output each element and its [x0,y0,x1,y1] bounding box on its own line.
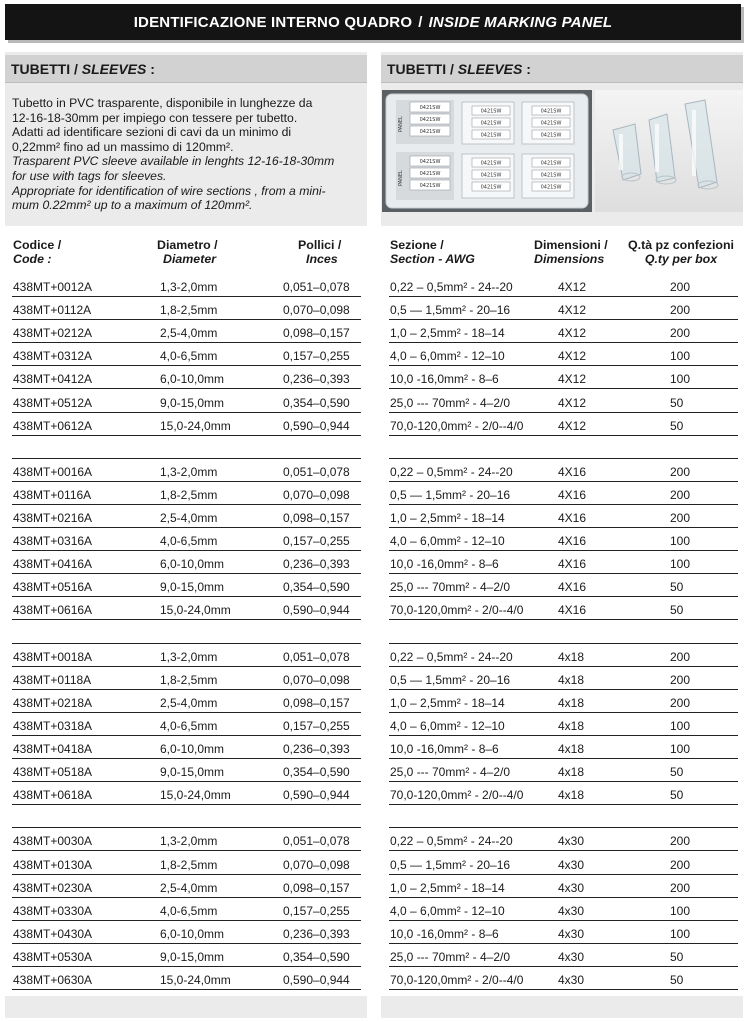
inches-cell: 0,590–0,944 [283,973,350,987]
right-section-title-en: SLEEVES [457,60,523,77]
tag-label: 0421SW [480,120,502,127]
diameter-cell: 6,0-10,0mm [160,557,225,572]
quantity-cell: 100 [670,926,691,941]
tag-label: 0421SW [419,171,441,177]
section-cell: 25,0 --- 70mm² - 4–2/0 [390,949,511,964]
inches-cell: 0,157–0,255 [283,349,350,364]
header-inches-en: Inces [306,252,338,266]
right-section-header [381,55,743,83]
dimension-cell: 4X16 [558,511,587,525]
table-row-right [389,967,738,990]
tag-label: 0421SW [480,132,502,139]
code-cell: 438MT+0530A [13,949,93,964]
section-cell: 70,0-120,0mm² - 2/0--4/0 [390,603,524,618]
code-cell: 438MT+0118A [13,672,92,687]
quantity-cell: 200 [670,303,691,318]
code-cell: 438MT+0130A [13,857,93,872]
description-en-line: Appropriate for identification of wire sections , from a mini- [12,183,326,198]
code-cell: 438MT+0516A [13,580,93,595]
header-section-en: Section - AWG [390,252,475,266]
dimension-cell: 4x18 [558,649,585,664]
section-cell: 4,0 – 6,0mm² - 12–10 [390,903,505,918]
inches-cell: 0,236–0,393 [283,557,350,572]
tag-label: 0421SW [419,129,441,135]
group-separator [389,436,738,459]
section-cell: 1,0 – 2,5mm² - 18–14 [390,880,505,895]
dimension-cell: 4x30 [558,949,585,964]
dimension-cell: 4x30 [558,857,585,872]
section-cell: 25,0 --- 70mm² - 4–2/0 [390,395,511,410]
section-cell: 1,0 – 2,5mm² - 18–14 [390,695,505,710]
group-separator [12,621,361,644]
title-separator: / [418,13,423,31]
section-cell: 0,5 — 1,5mm² - 20–16 [390,672,511,687]
diameter-cell: 1,3-2,0mm [160,834,218,849]
table-row-right [389,713,738,736]
quantity-cell: 50 [670,395,684,410]
diameter-cell: 15,0-24,0mm [160,788,231,803]
code-cell: 438MT+0612A [13,418,93,433]
title-italian: IDENTIFICAZIONE INTERNO QUADRO [133,13,413,31]
code-cell: 438MT+0330A [13,903,93,918]
dimension-cell: 4X12 [558,372,587,387]
table-row-left [12,667,361,690]
code-cell: 438MT+0412A [13,372,93,387]
table-row-left [12,828,361,851]
inches-cell: 0,051–0,078 [283,834,350,849]
table-row-left [12,736,361,759]
table-row-left [12,551,361,574]
dimension-cell: 4x18 [558,672,585,687]
table-row-left [12,505,361,528]
table-row-left [12,597,361,620]
diameter-cell: 1,8-2,5mm [160,303,218,318]
tag-side-label: PANEL [398,116,404,132]
code-cell: 438MT+0312A [13,349,93,364]
inches-cell: 0,157–0,255 [283,534,350,549]
code-cell: 438MT+0430A [13,926,93,941]
table-row-left [12,759,361,782]
quantity-cell: 200 [670,326,691,341]
inches-cell: 0,157–0,255 [283,903,350,918]
dimension-cell: 4X16 [558,603,587,618]
table-row-left [12,297,361,320]
section-cell: 4,0 – 6,0mm² - 12–10 [390,349,505,364]
inches-cell: 0,070–0,098 [283,857,350,872]
left-section-header [5,55,367,83]
description-it-line: Tubetto in PVC trasparente, disponibile in lunghezze da [12,96,313,110]
table-row-right [389,597,738,620]
quantity-cell: 50 [670,603,684,618]
section-cell: 1,0 – 2,5mm² - 18–14 [390,326,505,341]
section-cell: 25,0 --- 70mm² - 4–2/0 [390,765,511,780]
table-row-right [389,413,738,436]
diameter-cell: 9,0-15,0mm [160,949,225,964]
dimension-cell: 4x18 [558,788,585,803]
table-row-left [12,482,361,505]
left-section-title-en: SLEEVES [81,60,147,77]
group-separator [12,436,361,459]
table-row-left [12,875,361,898]
quantity-cell: 100 [670,903,691,918]
diameter-cell: 9,0-15,0mm [160,580,225,595]
tag-tray-photo [382,90,592,212]
inches-cell: 0,070–0,098 [283,487,350,502]
description-en-line: Trasparent PVC sleeve available in lenghts 12-16-18-30mm [12,154,335,169]
inches-cell: 0,157–0,255 [283,718,350,733]
inches-cell: 0,354–0,590 [283,395,350,410]
header-code [13,238,61,266]
header-diameter-en: Diameter [163,252,217,266]
table-row-right [389,690,738,713]
header-quantity-it: Q.tà pz confezioni [627,238,734,252]
header-diameter [157,238,218,266]
dimension-cell: 4X12 [558,349,587,364]
header-section-it: Sezione / [390,238,444,252]
diameter-cell: 9,0-15,0mm [160,395,225,410]
quantity-cell: 50 [670,788,684,803]
code-cell: 438MT+0212A [13,326,93,341]
inches-cell: 0,051–0,078 [283,649,350,664]
quantity-cell: 100 [670,534,691,549]
section-cell: 10,0 -16,0mm² - 8–6 [390,557,499,572]
table-row-left [12,921,361,944]
diameter-cell: 15,0-24,0mm [160,603,231,618]
code-cell: 438MT+0316A [13,534,93,549]
quantity-cell: 50 [670,580,684,595]
dimension-cell: 4x30 [558,880,585,895]
table-row-right [389,551,738,574]
table-row-right [389,944,738,967]
code-cell: 438MT+0018A [13,649,93,664]
code-cell: 438MT+0216A [13,511,93,525]
section-cell: 0,5 — 1,5mm² - 20–16 [390,857,511,872]
table-row-left [12,898,361,921]
dimension-cell: 4x18 [558,742,585,756]
diameter-cell: 1,3-2,0mm [160,280,218,294]
table-row-right [389,482,738,505]
inches-cell: 0,236–0,393 [283,742,350,756]
table-row-left [12,343,361,366]
diameter-cell: 6,0-10,0mm [160,372,225,387]
section-cell: 70,0-120,0mm² - 2/0--4/0 [390,973,524,987]
dimension-cell: 4x30 [558,926,585,941]
table-row-right [389,644,738,667]
header-quantity [625,238,737,266]
table-row-right [389,366,738,389]
table-row-left [12,967,361,990]
quantity-cell: 200 [670,511,691,525]
header-dimensions [534,238,608,266]
quantity-cell: 200 [670,487,691,502]
table-row-right [389,528,738,551]
section-cell: 10,0 -16,0mm² - 8–6 [390,372,499,387]
right-section-suffix: : [526,60,531,77]
table-row-right [389,343,738,366]
section-cell: 1,0 – 2,5mm² - 18–14 [390,511,505,525]
dimension-cell: 4X16 [558,487,587,502]
code-cell: 438MT+0030A [13,834,93,849]
table-row-right [389,574,738,597]
tag-label: 0421SW [540,120,562,127]
table-row-right [389,759,738,782]
section-cell: 70,0-120,0mm² - 2/0--4/0 [390,418,524,433]
dimension-cell: 4X12 [558,418,587,433]
table-row-left [12,366,361,389]
diameter-cell: 6,0-10,0mm [160,926,225,941]
inches-cell: 0,070–0,098 [283,303,350,318]
code-cell: 438MT+0218A [13,695,93,710]
section-cell: 10,0 -16,0mm² - 8–6 [390,926,499,941]
inches-cell: 0,051–0,078 [283,280,350,294]
table-row-left [12,528,361,551]
table-row-right [389,459,738,482]
diameter-cell: 1,3-2,0mm [160,649,218,664]
section-cell: 4,0 – 6,0mm² - 12–10 [390,534,505,549]
section-cell: 4,0 – 6,0mm² - 12–10 [390,718,505,733]
table-row-left [12,852,361,875]
table-row-right [389,390,738,413]
quantity-cell: 50 [670,973,684,987]
quantity-cell: 100 [670,372,691,387]
dimension-cell: 4X16 [558,557,587,572]
dimension-cell: 4X12 [558,303,587,318]
code-cell: 438MT+0116A [13,487,92,502]
tag-side-label: PANEL [398,170,404,186]
code-cell: 438MT+0318A [13,718,93,733]
quantity-cell: 200 [670,649,691,664]
description-it-line: 12-16-18-30mm per impiego con tessere per tubetto. [12,110,298,125]
header-diameter-it: Diametro / [157,238,218,252]
dimension-cell: 4x30 [558,973,585,987]
table-row-left [12,459,361,482]
page-title-banner [5,4,741,40]
quantity-cell: 100 [670,742,691,756]
inches-cell: 0,590–0,944 [283,788,350,803]
table-row-left [12,274,361,297]
tag-label: 0421SW [480,172,502,179]
description-en-line: mum 0.22mm² up to a maximum of 120mm². [12,198,253,213]
quantity-cell: 50 [670,949,684,964]
table-row-right [389,898,738,921]
code-cell: 438MT+0616A [13,603,93,618]
dimension-cell: 4x30 [558,903,585,918]
dimension-cell: 4x18 [558,695,585,710]
dimension-cell: 4x30 [558,834,585,849]
sleeves-illustration [595,90,743,212]
dimension-cell: 4X16 [558,534,587,549]
dimension-cell: 4X12 [558,326,587,341]
tag-label: 0421SW [540,160,562,167]
header-quantity-en: Q.ty per box [644,252,718,266]
code-cell: 438MT+0016A [13,464,93,479]
tag-label: 0421SW [419,183,441,189]
tag-label: 0421SW [540,184,562,191]
diameter-cell: 1,3-2,0mm [160,464,218,479]
header-code-en: Code : [13,252,52,266]
table-row-right [389,736,738,759]
tag-label: 0421SW [480,108,502,115]
dimension-cell: 4X12 [558,280,587,294]
quantity-cell: 50 [670,418,684,433]
quantity-cell: 50 [670,765,684,780]
inches-cell: 0,098–0,157 [283,880,350,895]
inches-cell: 0,236–0,393 [283,372,350,387]
tag-label: 0421SW [480,184,502,191]
tag-tray-illustration [382,90,592,212]
tag-label: 0421SW [540,132,562,139]
section-cell: 10,0 -16,0mm² - 8–6 [390,742,499,756]
table-row-left [12,413,361,436]
header-inches-it: Pollici / [298,238,342,252]
table-row-right [389,921,738,944]
group-separator [389,621,738,644]
table-row-right [389,782,738,805]
diameter-cell: 15,0-24,0mm [160,418,231,433]
dimension-cell: 4x18 [558,718,585,733]
table-row-right [389,505,738,528]
table-row-left [12,320,361,343]
table-row-right [389,297,738,320]
inches-cell: 0,354–0,590 [283,765,350,780]
table-row-left [12,944,361,967]
code-cell: 438MT+0630A [13,973,93,987]
dimension-cell: 4X12 [558,395,587,410]
inches-cell: 0,590–0,944 [283,603,350,618]
diameter-cell: 1,8-2,5mm [160,672,218,687]
diameter-cell: 1,8-2,5mm [160,857,218,872]
tag-label: 0421SW [540,172,562,179]
header-code-it: Codice / [13,238,62,252]
quantity-cell: 200 [670,857,691,872]
table-row-right [389,875,738,898]
sleeves-photo [595,90,743,212]
diameter-cell: 4,0-6,5mm [160,718,218,733]
code-cell: 438MT+0230A [13,880,93,895]
diameter-cell: 4,0-6,5mm [160,534,218,549]
diameter-cell: 1,8-2,5mm [160,487,218,502]
quantity-cell: 200 [670,672,691,687]
table-row-right [389,274,738,297]
group-separator [389,805,738,828]
table-row-left [12,644,361,667]
quantity-cell: 200 [670,280,691,294]
inches-cell: 0,098–0,157 [283,326,350,341]
title-english: INSIDE MARKING PANEL [428,13,613,31]
quantity-cell: 200 [670,464,691,479]
tag-label: 0421SW [419,117,441,123]
quantity-cell: 100 [670,557,691,572]
tag-label: 0421SW [419,105,441,111]
table-row-left [12,390,361,413]
inches-cell: 0,236–0,393 [283,926,350,941]
code-cell: 438MT+0518A [13,765,93,780]
code-cell: 438MT+0012A [13,280,93,294]
tag-label: 0421SW [419,159,441,165]
quantity-cell: 100 [670,718,691,733]
table-row-left [12,574,361,597]
inches-cell: 0,070–0,098 [283,672,350,687]
diameter-cell: 2,5-4,0mm [160,880,218,895]
quantity-cell: 200 [670,834,691,849]
quantity-cell: 200 [670,695,691,710]
diameter-cell: 4,0-6,5mm [160,349,218,364]
product-description [12,96,362,213]
tag-label: 0421SW [540,108,562,115]
table-row-left [12,713,361,736]
table-row-left [12,782,361,805]
dimension-cell: 4x18 [558,765,585,780]
header-dimensions-en: Dimensions [534,252,605,266]
quantity-cell: 100 [670,349,691,364]
inches-cell: 0,354–0,590 [283,949,350,964]
quantity-cell: 200 [670,880,691,895]
tag-label: 0421SW [480,160,502,167]
diameter-cell: 2,5-4,0mm [160,695,218,710]
dimension-cell: 4X16 [558,464,587,479]
diameter-cell: 4,0-6,5mm [160,903,218,918]
description-it-line: 0,22mm² fino ad un massimo di 120mm². [12,139,234,154]
code-cell: 438MT+0512A [13,395,93,410]
section-cell: 0,5 — 1,5mm² - 20–16 [390,487,511,502]
left-section-suffix: : [150,60,155,77]
section-cell: 70,0-120,0mm² - 2/0--4/0 [390,788,524,803]
inches-cell: 0,098–0,157 [283,695,350,710]
code-cell: 438MT+0112A [13,303,92,318]
section-cell: 0,22 – 0,5mm² - 24--20 [390,464,513,479]
header-dimensions-it: Dimensioni / [534,238,608,252]
group-separator [12,805,361,828]
section-cell: 0,22 – 0,5mm² - 24--20 [390,834,513,849]
table-row-left [12,690,361,713]
section-cell: 25,0 --- 70mm² - 4–2/0 [390,580,511,595]
diameter-cell: 9,0-15,0mm [160,765,225,780]
dimension-cell: 4X16 [558,580,587,595]
section-cell: 0,5 — 1,5mm² - 20–16 [390,303,511,318]
diameter-cell: 15,0-24,0mm [160,973,231,987]
table-row-right [389,320,738,343]
code-cell: 438MT+0416A [13,557,93,572]
inches-cell: 0,098–0,157 [283,511,350,525]
description-en-line: for use with tags for sleeves. [12,168,167,183]
left-section-title-it: TUBETTI / [11,60,78,77]
inches-cell: 0,590–0,944 [283,418,350,433]
diameter-cell: 2,5-4,0mm [160,326,218,341]
section-cell: 0,22 – 0,5mm² - 24--20 [390,649,513,664]
header-inches [298,238,341,266]
section-cell: 0,22 – 0,5mm² - 24--20 [390,280,513,294]
table-row-right [389,667,738,690]
header-section [390,238,475,266]
diameter-cell: 2,5-4,0mm [160,511,218,525]
inches-cell: 0,051–0,078 [283,464,350,479]
code-cell: 438MT+0418A [13,742,93,756]
code-cell: 438MT+0618A [13,788,93,803]
table-row-right [389,828,738,851]
table-row-right [389,852,738,875]
diameter-cell: 6,0-10,0mm [160,742,225,756]
description-it-line: Adatti ad identificare sezioni di cavi da un minimo di [12,125,292,140]
right-section-title-it: TUBETTI / [387,60,454,77]
inches-cell: 0,354–0,590 [283,580,350,595]
